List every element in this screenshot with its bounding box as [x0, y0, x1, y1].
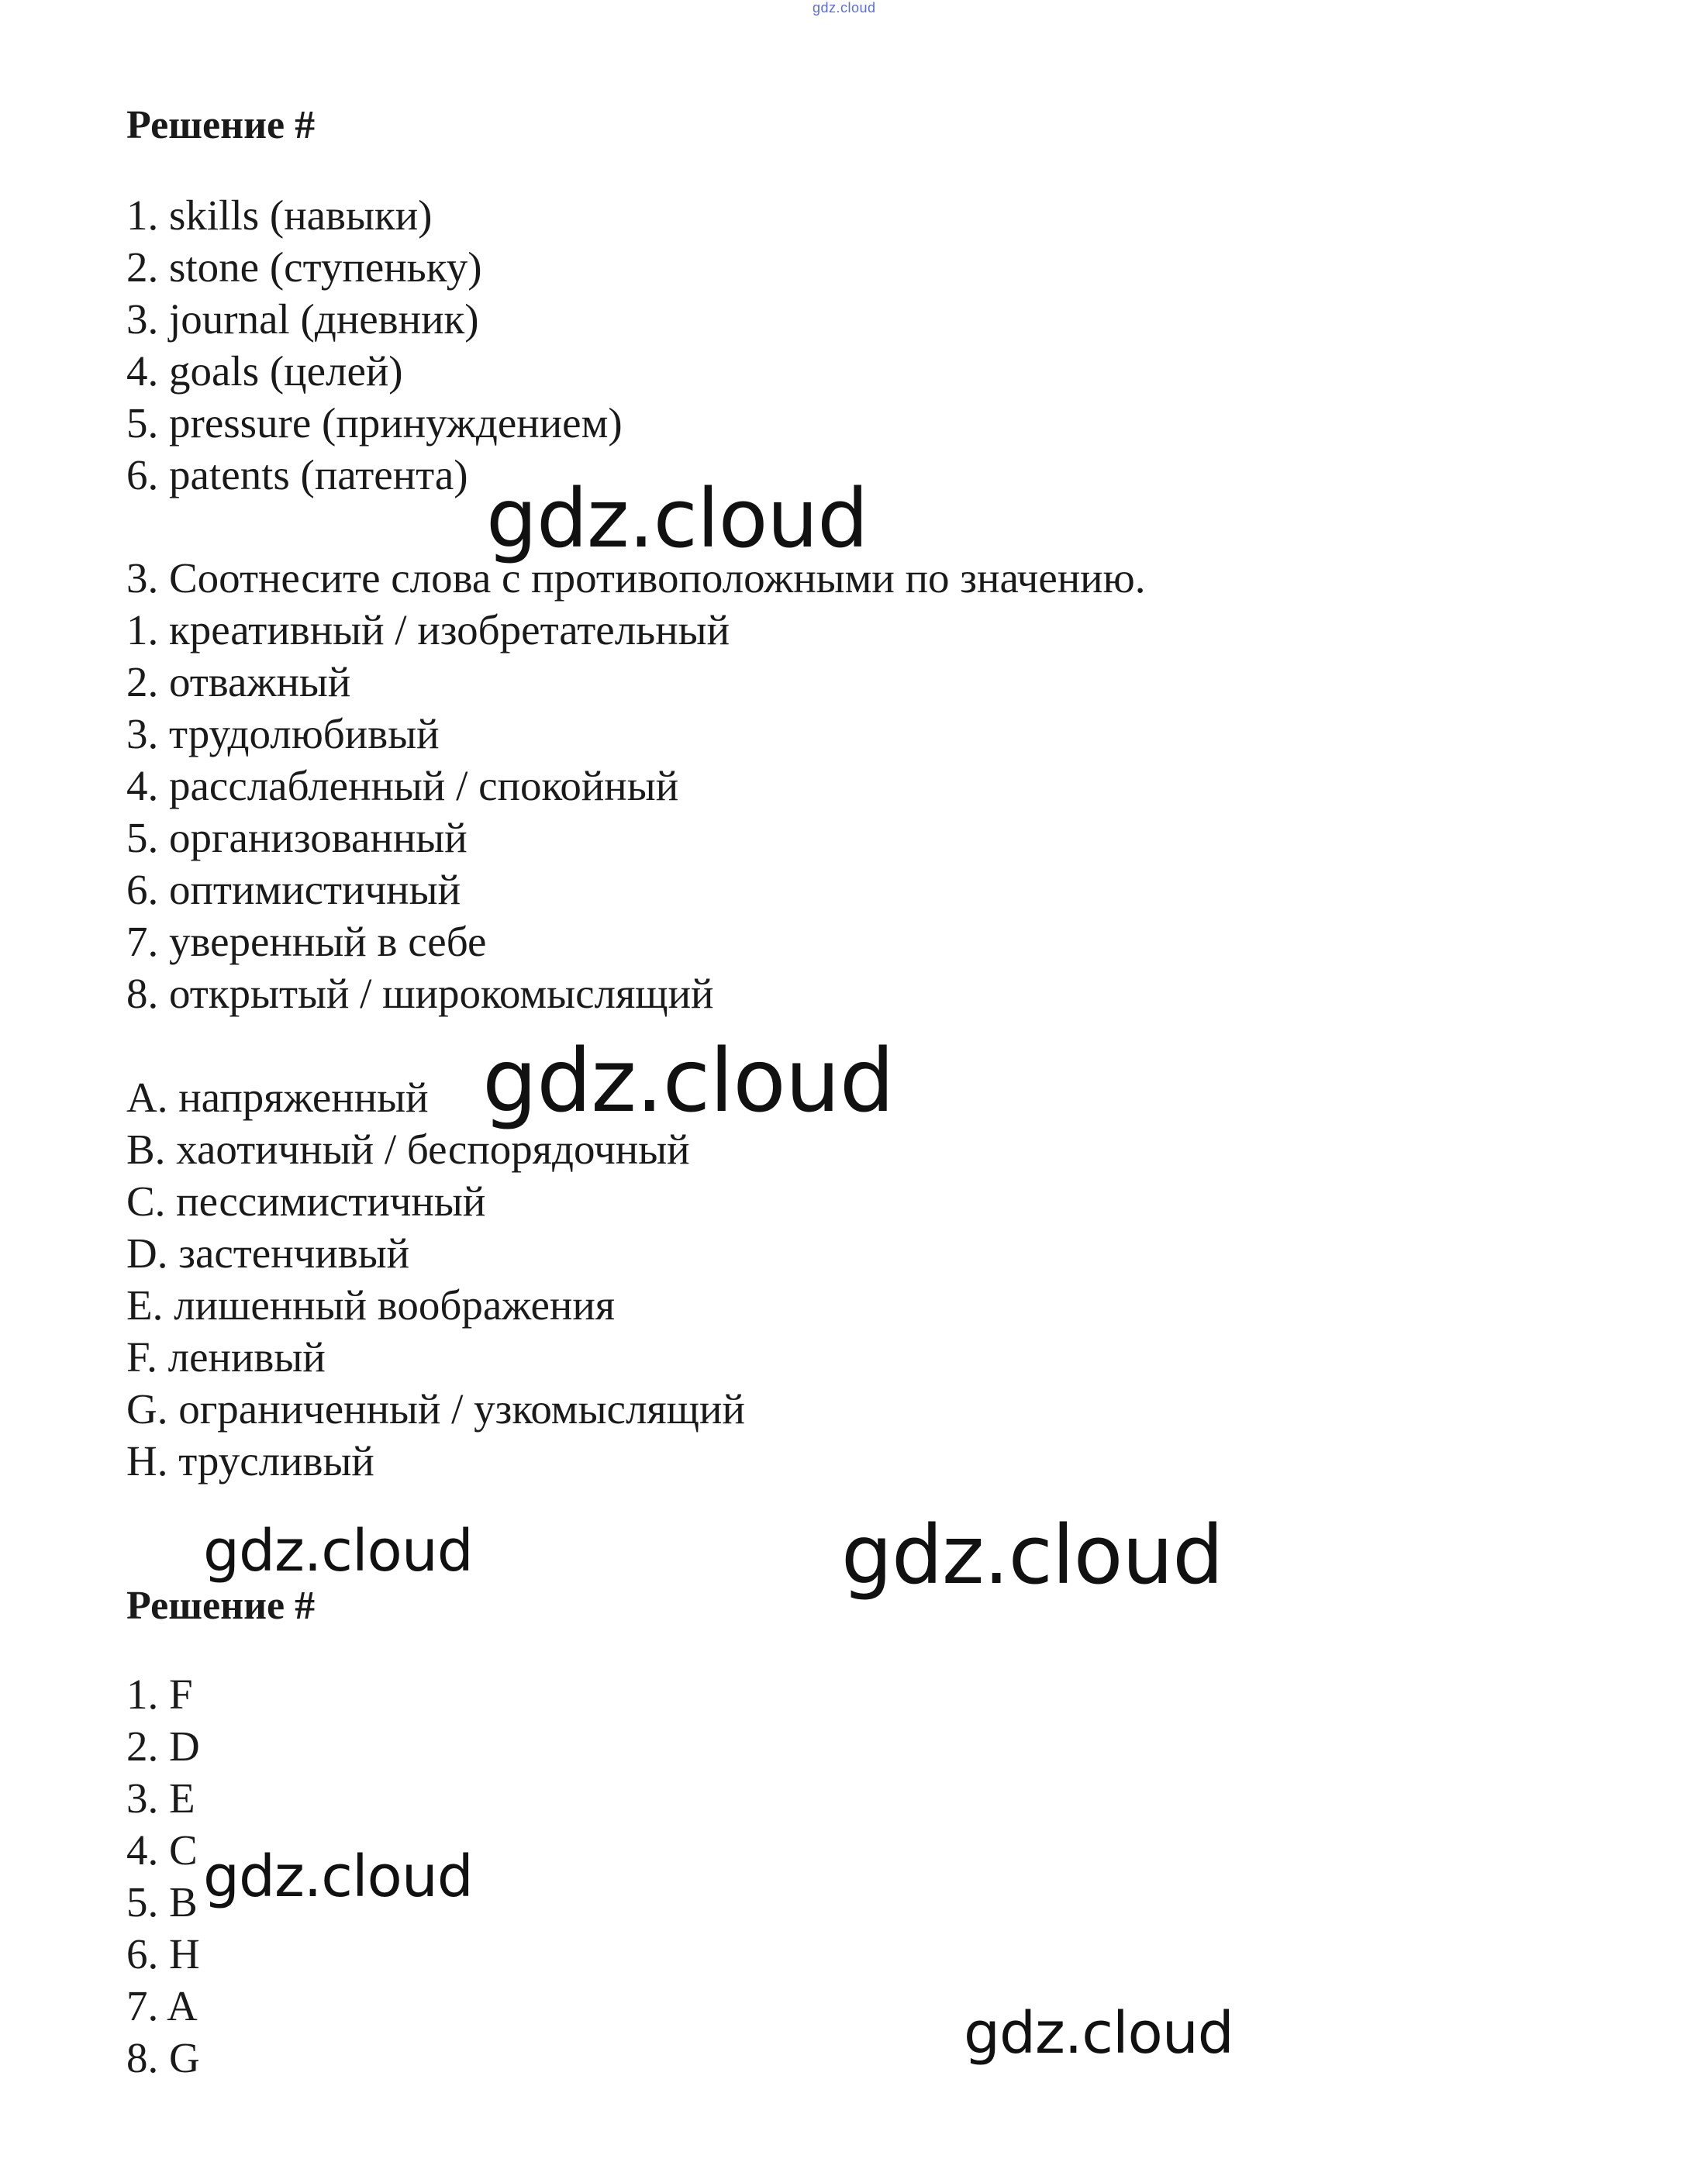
list-item: 8. открытый / широкомыслящий — [126, 970, 714, 1017]
watermark-logo: gdz.cloud — [964, 2000, 1234, 2067]
list-item: B. хаотичный / беспорядочный — [126, 1126, 690, 1173]
list-item: 6. H — [126, 1930, 200, 1978]
list-item: 5. B — [126, 1878, 198, 1926]
list-item: F. ленивый — [126, 1333, 326, 1381]
watermark-logo: gdz.cloud — [203, 1843, 473, 1910]
list-item: 3. трудолюбивый — [126, 710, 440, 757]
watermark-logo: gdz.cloud — [482, 1031, 894, 1132]
list-item: 3. journal (дневник) — [126, 295, 479, 343]
list-item: C. пессимистичный — [126, 1178, 486, 1225]
list-item: 2. D — [126, 1722, 200, 1770]
watermark-logo: gdz.cloud — [203, 1518, 473, 1585]
list-item: 7. уверенный в себе — [126, 918, 487, 965]
list-item: A. напряженный — [126, 1074, 429, 1121]
list-item: 4. расслабленный / спокойный — [126, 762, 679, 809]
list-item: 2. stone (ступеньку) — [126, 243, 482, 291]
list-item: G. ограниченный / узкомыслящий — [126, 1385, 745, 1433]
solution-heading-1: Решение # — [126, 103, 316, 147]
top-watermark: gdz.cloud — [813, 0, 876, 16]
list-item: 1. F — [126, 1671, 193, 1718]
list-item: D. застенчивый — [126, 1229, 410, 1277]
list-item: E. лишенный воображения — [126, 1281, 616, 1329]
list-item: 8. G — [126, 2034, 200, 2081]
task-title: 3. Соотнесите слова с противоположными по значению. — [126, 554, 1146, 602]
watermark-logo: gdz.cloud — [486, 471, 868, 566]
list-item: 5. pressure (принуждением) — [126, 399, 623, 447]
watermark-logo: gdz.cloud — [841, 1508, 1223, 1602]
list-item: 4. goals (целей) — [126, 347, 403, 395]
list-item: 6. оптимистичный — [126, 866, 461, 913]
list-item: 7. A — [126, 1982, 198, 2029]
list-item: 5. организованный — [126, 814, 468, 861]
solution-heading-2: Решение # — [126, 1584, 316, 1628]
list-item: 6. patents (патента) — [126, 451, 468, 498]
list-item: 1. skills (навыки) — [126, 191, 433, 239]
list-item: 4. C — [126, 1826, 198, 1874]
list-item: H. трусливый — [126, 1437, 374, 1485]
list-item: 1. креативный / изобретательный — [126, 606, 730, 653]
list-item: 2. отважный — [126, 658, 351, 705]
list-item: 3. E — [126, 1774, 195, 1822]
